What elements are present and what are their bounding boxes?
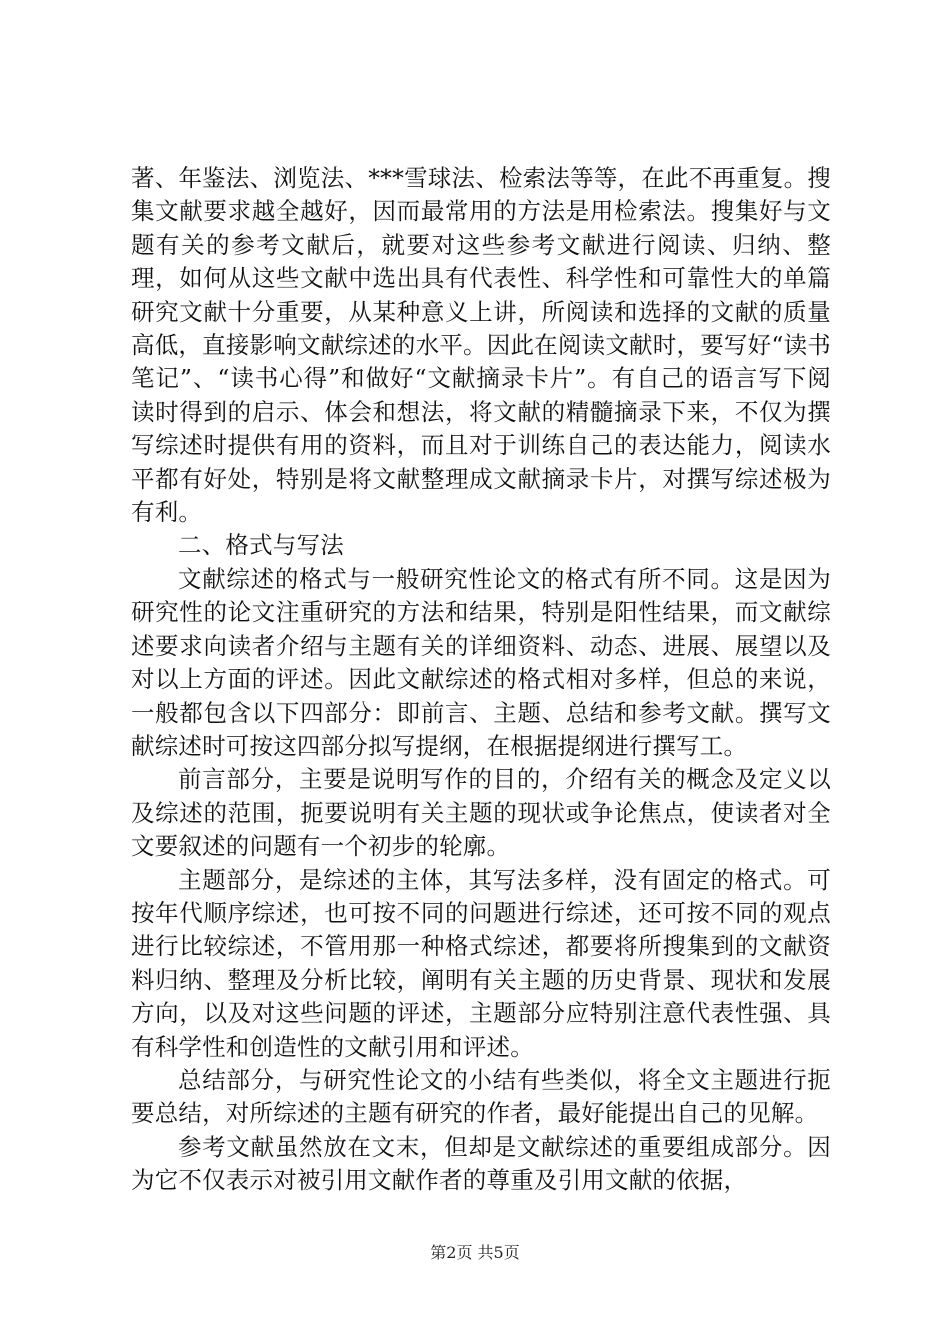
section-heading: 二、格式与写法 <box>178 531 344 560</box>
paragraph-summary: 总结部分，与研究性论文的小结有些类似，将全文主题进行扼要总结，对所综述的主题有研究的作者，最好能提出自己的见解。 <box>131 1065 831 1128</box>
paragraph-preface: 前言部分，主要是说明写作的目的，介绍有关的概念及定义以及综述的范围，扼要说明有关主题的现状或争论焦点，使读者对全文要叙述的问题有一个初步的轮廓。 <box>131 765 831 861</box>
paragraph-continued: 著、年鉴法、浏览法、***雪球法、检索法等等，在此不再重复。搜集文献要求越全越好，因而最常用的方法是用检索法。搜集好与文题有关的参考文献后，就要对这些参考文献进行阅读、归纳、整理，如何从这些文献中选出具有代表性、科学性和可靠性大的单篇研究文献十分重要，从某种意义上讲，所阅读和选择的文献的质量高低，直接影响文献综述的水平。因此在阅读文献时，要写好“读书笔记”、“读书心得”和做好“文献摘录卡片”。有自己的语言写下阅读时得到的启示、体会和想法，将文献的精髓摘录下来，不仅为撰写综述时提供有用的资料，而且对于训练自己的表达能力，阅读水平都有好处，特别是将文献整理成文献摘录卡片，对撰写综述极为有利。 <box>131 164 831 527</box>
paragraph-references: 参考文献虽然放在文末，但却是文献综述的重要组成部分。因为它不仅表示对被引用文献作者的尊重及引用文献的依据， <box>131 1132 831 1195</box>
paragraph-main-topic: 主题部分，是综述的主体，其写法多样，没有固定的格式。可按年代顺序综述，也可按不同的问题进行综述，还可按不同的观点进行比较综述，不管用那一种格式综述，都要将所搜集到的文献资料归纳、整理及分析比较，阐明有关主题的历史背景、现状和发展方向，以及对这些问题的评述，主题部分应特别注意代表性强、具有科学性和创造性的文献引用和评述。 <box>131 865 831 1061</box>
page-number-footer: 第2页 共5页 <box>430 1243 520 1262</box>
document-body <box>131 162 831 1198</box>
paragraph-format-intro: 文献综述的格式与一般研究性论文的格式有所不同。这是因为研究性的论文注重研究的方法和结果，特别是阳性结果，而文献综述要求向读者介绍与主题有关的详细资料、动态、进展、展望以及对以上方面的评述。因此文献综述的格式相对多样，但总的来说，一般都包含以下四部分：即前言、主题、总结和参考文献。撰写文献综述时可按这四部分拟写提纲，在根据提纲进行撰写工。 <box>131 564 831 760</box>
